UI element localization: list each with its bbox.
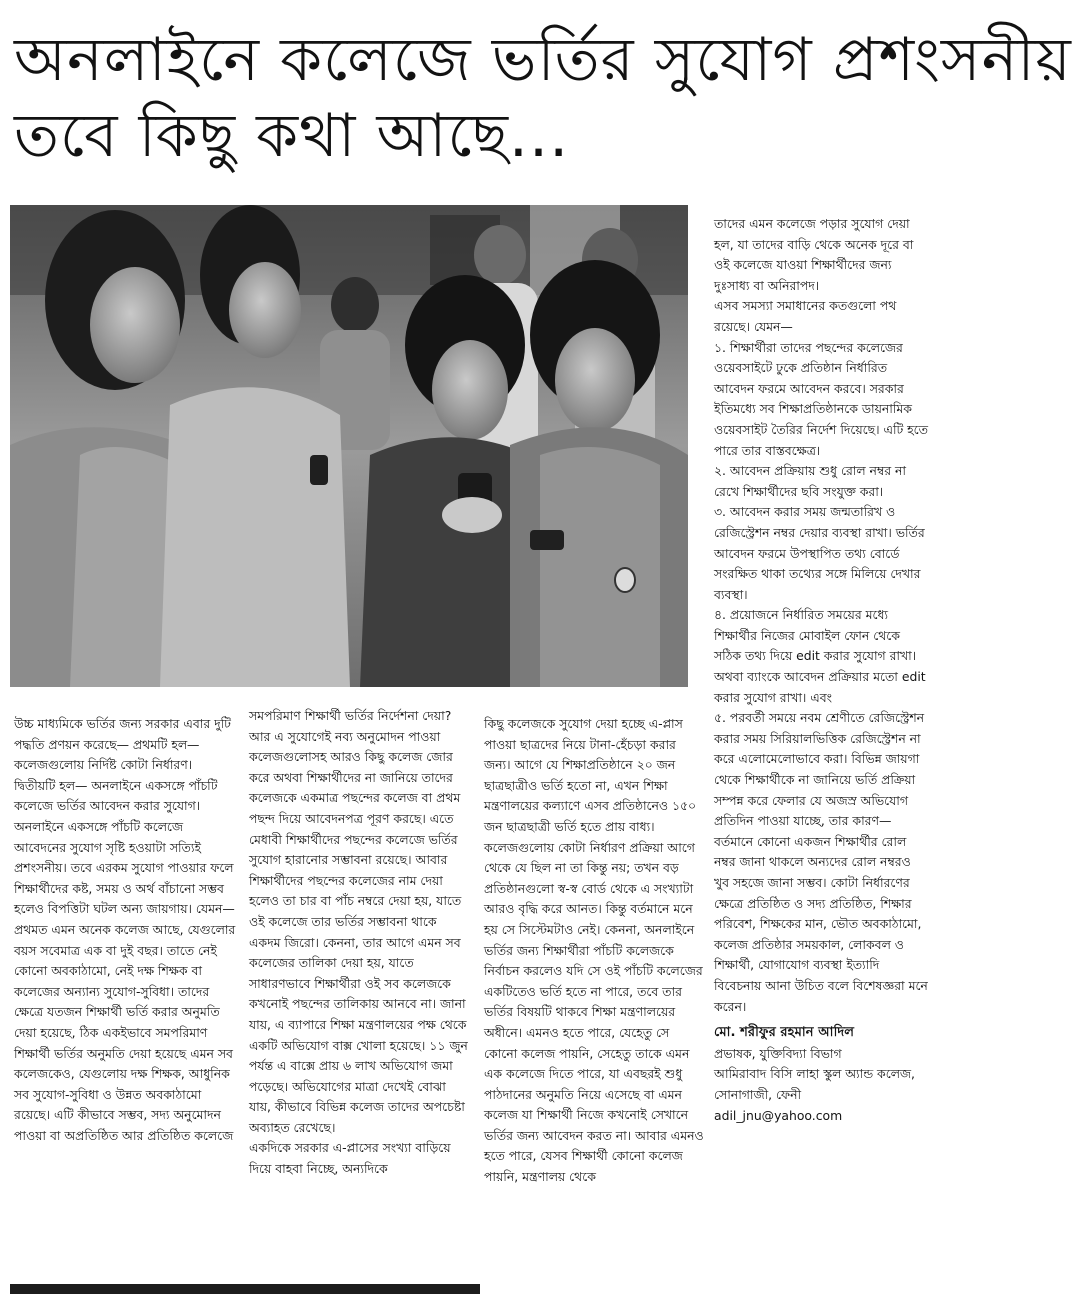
list-item: ৩. আবেদন করার সময় জন্মতারিখ ও রেজিস্ট্রেশন নম্বর দেয়ার ব্যবস্থা রাখা। ভর্তির আবেদন ফরমে উপস্থাপিত তথ্য বোর্ডে সংরক্ষিত থাকা তথ্যের সঙ্গে মিলিয়ে দেখার ব্যবস্থা।: [714, 504, 925, 602]
news-photo: [10, 205, 688, 687]
paragraph: উচ্চ মাধ্যমিকে ভর্তির জন্য সরকার এবার দুটি পদ্ধতি প্রণয়ন করেছে— প্রথমটি হল— কলেজগুলোয় নির্দিষ্ট কোটা নির্ধারণ।: [14, 716, 231, 773]
paragraph: অনলাইনে একসঙ্গে পাঁচটি কলেজে আবেদনের সুযোগ সৃষ্টি হওয়াটা সত্যিই প্রশংসনীয়। তবে এরকম সুযোগ পাওয়ার ফলে শিক্ষার্থীদের কষ্ট, সময় ও অর্থ বাঁচানো সম্ভব হলেও বিপত্তিটা ঘটল অন্য জায়গায়। যেমন—: [14, 818, 235, 917]
list-item: ৫. পরবর্তী সময়ে নবম শ্রেণীতে রেজিস্ট্রেশন করার সময় সিরিয়ালভিত্তিক রেজিস্ট্রেশন না করে এলোমেলোভাবে করা। বিভিন্ন জায়গা থেকে শিক্ষার্থীকে না জানিয়ে ভর্তি প্রক্রিয়া সম্পন্ন করে ফেলার যে অজস্র অভিযোগ প্রতিদিন পাওয়া যাচ্ছে, তার কারণ— বর্তমানে কোনো একজন শিক্ষার্থীর রোল নম্বর জানা থাকলে অন্যদের রোল নম্বরও খুব সহজে জানা সম্ভব। কোটা নির্ধারণের ক্ষেত্রে প্রতিষ্ঠিত ও সদ্য প্রতিষ্ঠিত, শিক্ষার পরিবেশ, শিক্ষকের মান, ভৌত অবকাঠামো, কলেজ প্রতিষ্ঠার সময়কাল, লোকবল ও শিক্ষার্থী, যোগাযোগ ব্যবস্থা ইত্যাদি বিবেচনায় আনা উচিত বলে বিশেষজ্ঞরা মনে করেন।: [714, 710, 928, 1014]
article-column-3: [484, 714, 706, 1188]
article-column-2: [249, 706, 471, 1180]
paragraph: তাদের এমন কলেজে পড়ার সুযোগ দেয়া হল, যা তাদের বাড়ি থেকে অনেক দূরে বা ওই কলেজে যাওয়া শিক্ষার্থীদের জন্য দুঃসাধ্য বা অনিরাপদ।: [714, 216, 914, 293]
list-item: ১. শিক্ষার্থীরা তাদের পছন্দের কলেজের ওয়েবসাইটে ঢুকে প্রতিষ্ঠান নির্ধারিত আবেদন ফরমে আবেদন করবে। সরকার ইতিমধ্যে সব শিক্ষাপ্রতিষ্ঠানকে ডায়নামিক ওয়েবসাইট তৈরির নির্দেশ দিয়েছে। এটি হতে পারে তার বাস্তবক্ষেত্র।: [714, 339, 928, 458]
headline-line-2: তবে কিছু কথা আছে...: [14, 101, 570, 171]
paragraph: দ্বিতীয়টি হল— অনলাইনে একসঙ্গে পাঁচটি কলেজে ভর্তির আবেদন করার সুযোগ।: [14, 777, 218, 814]
author-name: মো. শরীফুর রহমান আদিল: [714, 1025, 855, 1041]
paragraph: এসব সমস্যা সমাধানের কতগুলো পথ রয়েছে। যেমন—: [714, 298, 897, 334]
headline: [14, 22, 1072, 174]
list-item: ৪. প্রয়োজনে নির্ধারিত সময়ের মধ্যে শিক্ষার্থীর নিজের মোবাইল ফোন থেকে সঠিক তথ্য দিয়ে edit করার সুযোগ রাখা। অথবা ব্যাংকে আবেদন প্রক্রিয়ার মতো edit করার সুযোগ রাখা। এবং: [714, 607, 926, 705]
paragraph: কিছু কলেজকে সুযোগ দেয়া হচ্ছে এ-প্লাস পাওয়া ছাত্রদের নিয়ে টানা-হেঁচড়া করার জন্য। আগে যে শিক্ষাপ্রতিষ্ঠানে ২০ জন ছাত্রছাত্রীও ভর্তি হতো না, এখন শিক্ষা মন্ত্রণালয়ের কল্যাণে এসব প্রতিষ্ঠানেও ১৫০ জন ছাত্রছাত্রী ভর্তি হতে প্রায় বাধ্য। কলেজগুলোয় কোটা নির্ধারণ প্রক্রিয়া আগে থেকে যে ছিল না তা কিন্তু নয়; তখন বড় প্রতিষ্ঠানগুলো স্ব-স্ব বোর্ড থেকে এ সংখ্যাটা আরও বৃদ্ধি করে আনত। কিন্তু বর্তমানে মনে হয় সে সিস্টেমটাও নেই। কেননা, অনলাইনে ভর্তির জন্য শিক্ষার্থীরা পাঁচটি কলেজকে নির্বাচন করলেও যদি সে ওই পাঁচটি কলেজের একটিতেও ভর্তি হতে না পারে, তবে তার ভর্তির বিষয়টি থাকবে শিক্ষা মন্ত্রণালয়ের অধীনে। এমনও হতে পারে, যেহেতু সে কোনো কলেজ পায়নি, সেহেতু তাকে এমন এক কলেজে দিতে পারে, যা এবছরই শুধু পাঠদানের অনুমতি নিয়ে এসেছে বা এমন কলেজ যা শিক্ষার্থী নিজে কখনোই সেখানে ভর্তির জন্য আবেদন করত না। আবার এমনও হতে পারে, যেসব শিক্ষার্থী কোনো কলেজ পায়নি, মন্ত্রণালয় থেকে: [484, 716, 704, 1185]
article-column-1: [14, 714, 236, 1146]
author-designation: প্রভাষক, যুক্তিবিদ্যা বিভাগ: [714, 1045, 842, 1061]
bottom-image-strip: [10, 1284, 480, 1294]
students-with-mobile-phones-photo: [10, 205, 688, 687]
author-institution: আমিরাবাদ বিসি লাহা স্কুল অ্যান্ড কলেজ, সোনাগাজী, ফেনী: [714, 1066, 915, 1102]
author-email: adil_jnu@yahoo.com: [714, 1107, 843, 1123]
article-column-4: [714, 214, 928, 1126]
paragraph: একদিকে সরকার এ-প্লাসের সংখ্যা বাড়িয়ে দিয়ে বাহবা নিচ্ছে, অন্যদিকে: [249, 1140, 451, 1177]
headline-line-1: অনলাইনে কলেজে ভর্তির সুযোগ প্রশংসনীয়: [14, 25, 1072, 95]
paragraph: প্রথমত এমন অনেক কলেজ আছে, যেগুলোর বয়স সবেমাত্র এক বা দুই বছর। তাতে নেই কোনো অবকাঠামো, নেই দক্ষ শিক্ষক বা কলেজের অন্যান্য সুযোগ-সুবিধা। তাদের ক্ষেত্রে যতজন শিক্ষার্থী ভর্তি করার অনুমতি দেয়া হয়েছে, ঠিক একইভাবে সমপরিমাণ শিক্ষার্থী ভর্তির অনুমতি দেয়া হয়েছে এমন সব কলেজকেও, যেগুলোয় দক্ষ শিক্ষক, আধুনিক সব সুযোগ-সুবিধা ও উন্নত অবকাঠামো রয়েছে। এটি কীভাবে সম্ভব, সদ্য অনুমোদন পাওয়া বা অপ্রতিষ্ঠিত আর প্রতিষ্ঠিত কলেজে: [14, 921, 236, 1143]
list-item: ২. আবেদন প্রক্রিয়ায় শুধু রোল নম্বর না রেখে শিক্ষার্থীদের ছবি সংযুক্ত করা।: [714, 463, 906, 499]
paragraph: সমপরিমাণ শিক্ষার্থী ভর্তির নির্দেশনা দেয়া? আর এ সুযোগেই নব্য অনুমোদন পাওয়া কলেজগুলোসহ আরও কিছু কলেজ জোর করে অথবা শিক্ষার্থীদের না জানিয়ে তাদের কলেজকে একমাত্র পছন্দের কলেজ বা প্রথম পছন্দ দিয়ে আবেদনপত্র পূরণ করছে। এতে মেধাবী শিক্ষার্থীদের পছন্দের কলেজে ভর্তির সুযোগ হারানোর সম্ভাবনা রয়েছে। আবার শিক্ষার্থীদের পছন্দের কলেজের নাম দেয়া হলেও তা চার বা পাঁচ নম্বরে দেয়া হয়, যাতে ওই কলেজে তার ভর্তির সম্ভাবনা থাকে একদম জিরো। কেননা, তার আগে এমন সব কলেজের তালিকা দেয়া হয়, যাতে সাধারণভাবে শিক্ষার্থীরা ওই সব কলেজকে কখনোই পছন্দের তালিকায় আনবে না। জানা যায়, এ ব্যাপারে শিক্ষা মন্ত্রণালয়ের পক্ষ থেকে একটি অভিযোগ বাক্স খোলা হয়েছে। ১১ জুন পর্যন্ত এ বাক্সে প্রায় ৬ লাখ অভিযোগ জমা পড়েছে। অভিযোগের মাত্রা দেখেই বোঝা যায়, কীভাবে বিভিন্ন কলেজ তাদের অপচেষ্টা অব্যাহত রেখেছে।: [249, 708, 468, 1135]
